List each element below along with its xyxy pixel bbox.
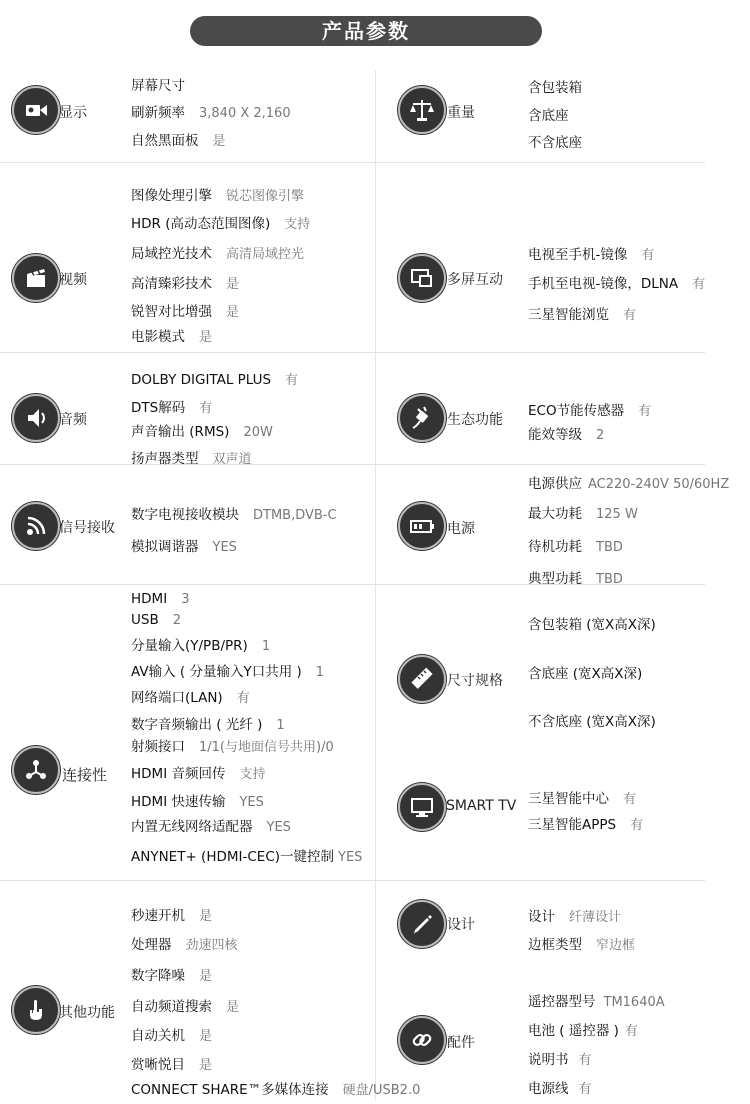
spec-label: 处理器 — [131, 937, 172, 953]
clapper-icon — [12, 254, 60, 302]
spec-label: 含底座 — [528, 108, 569, 124]
spec-value: 125 W — [596, 507, 638, 522]
spec-label: 含包装箱 (宽X高X深) — [528, 617, 656, 633]
spec-row — [528, 1048, 592, 1068]
spec-value: 1 — [315, 665, 325, 680]
spec-row — [131, 845, 362, 865]
spec-label: 三星智能中心 — [528, 791, 609, 807]
spec-value: 硬盘/USB2.0 — [342, 1083, 421, 1098]
spec-value: 有 — [638, 404, 652, 419]
multiscreen-icon — [398, 254, 446, 302]
spec-label: 典型功耗 — [528, 571, 582, 587]
spec-label: 射频接口 — [131, 739, 185, 755]
spec-row — [131, 735, 334, 755]
spec-value: 是 — [199, 969, 213, 984]
spec-value: 有 — [624, 1024, 638, 1039]
spec-label: HDR (高动态范围图像) — [131, 216, 271, 232]
category-label: 生态功能 — [447, 412, 503, 428]
spec-row — [131, 535, 237, 555]
spec-value: 纤薄设计 — [569, 910, 622, 925]
spec-value: 是 — [199, 330, 213, 345]
spec-row — [131, 904, 212, 924]
spec-label: 自然黑面板 — [131, 133, 199, 149]
spec-value: 是 — [226, 277, 240, 292]
spec-label: 秒速开机 — [131, 908, 185, 924]
spec-row — [131, 184, 304, 204]
spec-row — [528, 243, 654, 263]
spec-value: 2 — [596, 428, 605, 443]
spec-row — [131, 1078, 420, 1098]
spec-label: 刷新频率 — [131, 105, 185, 121]
spec-value: 3,840 X 2,160 — [199, 106, 291, 121]
spec-value: 有 — [641, 248, 655, 263]
spec-label: 含底座 (宽X高X深) — [528, 666, 643, 682]
spec-label: 扬声器类型 — [131, 451, 199, 467]
spec-row — [528, 813, 643, 833]
spec-value: 有 — [623, 308, 637, 323]
spec-label: 含包装箱 — [528, 80, 582, 96]
spec-row — [528, 710, 670, 730]
spec-row — [528, 272, 705, 292]
spec-value: YES — [239, 795, 264, 810]
spec-value: 是 — [212, 134, 226, 149]
spec-value: 是 — [226, 305, 240, 320]
category-label: 信号接收 — [59, 520, 115, 536]
spec-row — [131, 634, 270, 654]
spec-label: HDMI 音频回传 — [131, 766, 226, 782]
share-icon — [12, 746, 60, 794]
spec-row — [528, 567, 623, 587]
scale-icon — [398, 86, 446, 134]
spec-row — [528, 787, 636, 807]
spec-row — [528, 1019, 638, 1039]
spec-row — [528, 502, 638, 522]
spec-row — [131, 272, 239, 292]
spec-row — [131, 762, 265, 782]
spec-label: CONNECT SHARE™多媒体连接 — [131, 1082, 329, 1098]
spec-label: 数字音频输出 ( 光纤 ) — [131, 717, 263, 733]
spec-label: USB — [131, 612, 159, 628]
spec-label: DOLBY DIGITAL PLUS — [131, 372, 272, 388]
spec-value: 窄边框 — [596, 938, 636, 953]
category-label: 配件 — [447, 1035, 475, 1051]
spec-row — [131, 74, 199, 94]
spec-row — [528, 613, 670, 633]
spec-label: ECO节能传感器 — [528, 403, 625, 419]
spec-label: HDMI 快速传输 — [131, 794, 226, 810]
spec-value: 有 — [578, 1053, 592, 1068]
section-divider — [0, 464, 705, 465]
spec-value: 20W — [243, 425, 273, 440]
spec-row — [131, 420, 273, 440]
spec-label: 自动关机 — [131, 1028, 185, 1044]
spec-value: TBD — [596, 572, 623, 587]
spec-row — [528, 905, 621, 925]
spec-value: 1 — [261, 639, 271, 654]
spec-label: 数字电视接收模块 — [131, 507, 239, 523]
category-label: 设计 — [447, 917, 475, 933]
spec-value: 有 — [623, 792, 637, 807]
spec-value: 劲速四核 — [185, 938, 238, 953]
spec-value: 支持 — [284, 217, 311, 232]
spec-label: 屏幕尺寸 — [131, 78, 185, 94]
spec-row — [131, 713, 285, 733]
spec-label: 声音输出 (RMS) — [131, 424, 230, 440]
signal-icon — [12, 502, 60, 550]
spec-label: 设计 — [528, 909, 555, 925]
spec-label: 电池 ( 遥控器 ) — [528, 1023, 619, 1039]
page-title: 产品参数 — [190, 16, 542, 46]
spec-row — [131, 396, 212, 416]
spec-row — [528, 472, 729, 492]
spec-value: 有 — [578, 1082, 592, 1097]
spec-value: YES — [212, 540, 237, 555]
category-label: 多屏互动 — [447, 272, 503, 288]
spec-label: 模拟调谐器 — [131, 539, 199, 555]
spec-label: 分量输入(Y/PB/PR) — [131, 638, 248, 654]
spec-label: 手机至电视-镜像，DLNA — [528, 276, 679, 292]
spec-label: 能效等级 — [528, 427, 582, 443]
spec-label: 局域控光技术 — [131, 246, 212, 262]
spec-row — [131, 325, 212, 345]
spec-row — [528, 933, 635, 953]
spec-label: 图像处理引擎 — [131, 188, 212, 204]
section-divider — [0, 352, 705, 353]
spec-value: 有 — [630, 818, 644, 833]
spec-label: 内置无线网络适配器 — [131, 819, 253, 835]
spec-row — [131, 1053, 212, 1073]
spec-value: AC220-240V 50/60HZ — [588, 477, 730, 492]
spec-row — [131, 101, 291, 121]
spec-label: 电源线 — [528, 1081, 569, 1097]
category-label: 其他功能 — [59, 1005, 115, 1021]
section-divider — [0, 880, 705, 881]
spec-row — [131, 933, 238, 953]
spec-label: 数字降噪 — [131, 968, 185, 984]
spec-row — [131, 300, 239, 320]
spec-value: 锐芯图像引擎 — [226, 189, 305, 204]
spec-label: 遥控器型号 — [528, 994, 596, 1010]
ruler-icon — [398, 655, 446, 703]
spec-value: 双声道 — [212, 452, 252, 467]
spec-row — [131, 660, 324, 680]
link-icon — [398, 1016, 446, 1064]
spec-row — [131, 790, 264, 810]
spec-row — [528, 423, 604, 443]
category-label: 显示 — [59, 105, 87, 121]
spec-value: 高清局域控光 — [226, 247, 305, 262]
spec-value: 是 — [199, 1029, 213, 1044]
spec-value: 是 — [226, 1000, 240, 1015]
spec-value: 是 — [199, 1058, 213, 1073]
spec-value: 支持 — [239, 767, 266, 782]
spec-value: DTMB,DVB-C — [253, 508, 337, 523]
spec-row — [131, 686, 250, 706]
spec-label: 最大功耗 — [528, 506, 582, 522]
spec-value: 是 — [199, 909, 213, 924]
category-label: 音频 — [59, 412, 87, 428]
pencil-icon — [398, 900, 446, 948]
spec-label: DTS解码 — [131, 400, 186, 416]
spec-row — [131, 815, 291, 835]
spec-value: 3 — [181, 592, 190, 607]
spec-row — [131, 503, 337, 523]
spec-value: 有 — [199, 401, 213, 416]
spec-label: 电影模式 — [131, 329, 185, 345]
spec-label: 高清臻彩技术 — [131, 276, 212, 292]
spec-row — [528, 1077, 592, 1097]
tv-icon — [398, 783, 446, 831]
spec-row — [528, 990, 665, 1010]
spec-value: YES — [266, 820, 291, 835]
spec-row — [131, 995, 239, 1015]
column-divider — [375, 70, 376, 1100]
spec-label: 网络端口(LAN) — [131, 690, 223, 706]
spec-row — [528, 76, 596, 96]
spec-label: 三星智能浏览 — [528, 307, 609, 323]
category-label: 视频 — [59, 272, 87, 288]
spec-row — [131, 591, 189, 607]
spec-row — [131, 964, 212, 984]
spec-row — [528, 131, 596, 151]
spec-label: 说明书 — [528, 1052, 569, 1068]
spec-label: 不含底座 — [528, 135, 582, 151]
spec-row — [131, 242, 304, 262]
spec-label: HDMI — [131, 591, 168, 607]
category-label: 连接性 — [62, 766, 108, 784]
spec-value: 2 — [172, 613, 181, 628]
spec-row — [528, 535, 623, 555]
spec-row — [131, 612, 181, 628]
spec-value: 1 — [276, 718, 285, 733]
speaker-icon — [12, 394, 60, 442]
category-label: SMART TV — [446, 798, 517, 814]
category-label: 重量 — [447, 105, 475, 121]
spec-row — [131, 447, 252, 467]
spec-label: 电源供应 — [528, 476, 582, 492]
battery-icon — [398, 502, 446, 550]
spec-value: 有 — [236, 691, 250, 706]
spec-label: 赏晰悦目 — [131, 1057, 185, 1073]
plug-icon — [398, 394, 446, 442]
spec-label: AV输入 ( 分量输入Y口共用 ) — [131, 664, 302, 680]
spec-row — [528, 303, 636, 323]
spec-row — [131, 1024, 212, 1044]
spec-row — [528, 399, 651, 419]
spec-label: 待机功耗 — [528, 539, 582, 555]
spec-row — [131, 369, 298, 388]
category-label: 电源 — [447, 521, 475, 537]
spec-label: 三星智能APPS — [528, 817, 617, 833]
spec-value: TBD — [596, 540, 623, 555]
spec-value: 有 — [692, 277, 706, 292]
spec-value: 有 — [285, 373, 299, 388]
spec-row — [131, 129, 226, 149]
spec-row — [528, 662, 656, 682]
section-divider — [0, 162, 705, 163]
spec-label: 锐智对比增强 — [131, 304, 212, 320]
hand-icon — [12, 986, 60, 1034]
spec-label: 电视至手机-镜像 — [528, 247, 628, 263]
spec-label: 不含底座 (宽X高X深) — [528, 714, 656, 730]
camera-icon — [12, 86, 60, 134]
spec-row — [131, 212, 310, 232]
spec-label: ANYNET+ (HDMI-CEC)一键控制 — [131, 849, 335, 865]
spec-value: TM1640A — [603, 995, 665, 1010]
spec-row — [528, 104, 583, 124]
spec-value: 1/1(与地面信号共用)/0 — [199, 740, 334, 755]
category-label: 尺寸规格 — [447, 673, 503, 689]
spec-label: 边框类型 — [528, 937, 582, 953]
spec-label: 自动频道搜索 — [131, 999, 212, 1015]
spec-value: YES — [338, 850, 363, 865]
